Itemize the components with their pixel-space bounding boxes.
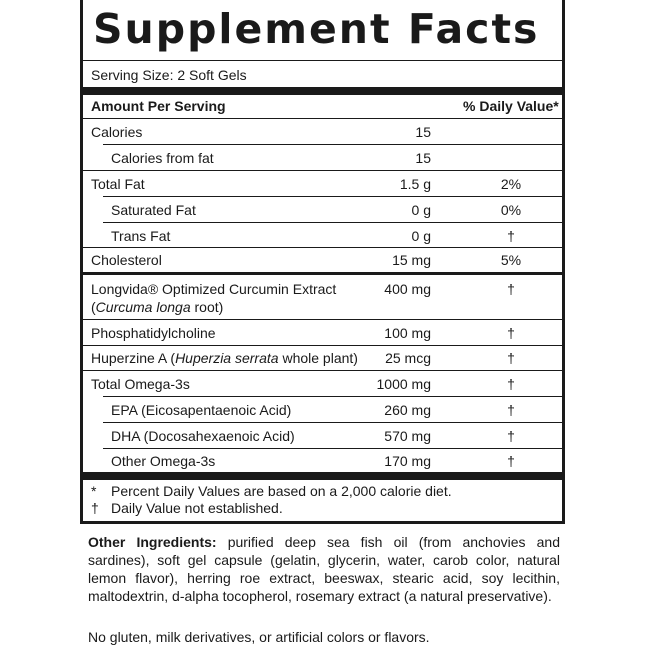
daily-value-header: % Daily Value*: [463, 98, 559, 114]
footnote-text: Percent Daily Values are based on a 2,000 calorie diet.: [111, 483, 452, 499]
nutrient-daily-value: 0%: [500, 202, 522, 218]
nutrient-name: Saturated Fat: [111, 202, 196, 218]
nutrient-amount: 15 mg: [392, 252, 431, 268]
nutrient-daily-value: 2%: [500, 176, 522, 192]
section-rule: [83, 272, 562, 275]
nutrient-name: Calories: [91, 124, 143, 140]
amount-per-serving-header: Amount Per Serving: [91, 98, 226, 114]
row-divider: [83, 370, 562, 371]
title-divider: [83, 60, 562, 61]
other-ingredients-label: Other Ingredients:: [88, 534, 217, 550]
ingredient-name: DHA (Docosahexaenoic Acid): [111, 428, 295, 444]
ingredient-daily-value: †: [507, 376, 515, 392]
nutrient-amount: 15: [415, 124, 431, 140]
ingredient-daily-value: †: [507, 428, 515, 444]
footnote-text: Daily Value not established.: [111, 500, 283, 516]
nutrient-amount: 0 g: [411, 228, 431, 244]
ingredient-name: Phosphatidylcholine: [91, 325, 216, 341]
row-divider: [103, 448, 562, 449]
ingredient-name: Other Omega-3s: [111, 453, 216, 469]
serving-size: Serving Size: 2 Soft Gels: [91, 67, 247, 83]
ingredient-amount: 100 mg: [384, 325, 431, 341]
ingredient-source: (Curcuma longa root): [91, 299, 224, 315]
panel-title: Supplement Facts: [93, 5, 540, 53]
nutrient-name: Total Fat: [91, 176, 145, 192]
nutrient-name: Trans Fat: [111, 228, 171, 244]
ingredient-daily-value: †: [507, 325, 515, 341]
nutrient-amount: 1.5 g: [399, 176, 431, 192]
ingredient-name: Total Omega-3s: [91, 376, 190, 392]
ingredient-amount: 1000 mg: [376, 376, 431, 392]
ingredient-amount: 400 mg: [384, 281, 431, 297]
row-divider: [83, 319, 562, 320]
allergen-statement: No gluten, milk derivatives, or artificial colors or flavors.: [88, 629, 430, 645]
footnote-percent-dv: [91, 482, 452, 500]
nutrient-amount: 0 g: [411, 202, 431, 218]
nutrient-daily-value: 5%: [500, 252, 522, 268]
nutrient-daily-value: †: [507, 228, 515, 244]
row-divider: [83, 118, 562, 119]
ingredient-daily-value: †: [507, 453, 515, 469]
ingredient-daily-value: †: [507, 402, 515, 418]
ingredient-amount: 25 mcg: [385, 350, 431, 366]
row-divider: [103, 422, 562, 423]
nutrient-amount: 15: [415, 150, 431, 166]
ingredient-name: EPA (Eicosapentaenoic Acid): [111, 402, 292, 418]
footnote-symbol: *: [91, 483, 97, 499]
row-divider: [103, 396, 562, 397]
nutrient-name: Calories from fat: [111, 150, 214, 166]
ingredient-name: Longvida® Optimized Curcumin Extract: [91, 281, 337, 297]
ingredient-daily-value: †: [507, 281, 515, 297]
ingredient-daily-value: †: [507, 350, 515, 366]
other-ingredients: [88, 533, 560, 605]
nutrient-name: Cholesterol: [91, 252, 162, 268]
other-ingredients-text: purified deep sea fish oil (from anchovies and sardines), soft gel capsule (gelatin, glycerin, water, carob color, natural lemon flavor), herring roe extract, beeswax, stearic acid, soy lecithin, maltodextrin, d-alpha tocopherol, rosemary extract (a natural preservative).: [88, 534, 560, 604]
row-divider: [83, 247, 562, 248]
row-divider: [103, 196, 562, 197]
ingredient-amount: 570 mg: [384, 428, 431, 444]
ingredient-amount: 260 mg: [384, 402, 431, 418]
footnote-dv-not-established: [91, 499, 283, 517]
header-thick-rule: [83, 87, 562, 95]
ingredient-name: Huperzine A (Huperzia serrata whole plant): [91, 350, 358, 366]
row-divider: [103, 222, 562, 223]
row-divider: [83, 170, 562, 171]
supplement-facts-panel: [80, 0, 565, 524]
row-divider: [103, 144, 562, 145]
row-divider: [83, 345, 562, 346]
ingredient-amount: 170 mg: [384, 453, 431, 469]
footer-thick-rule: [83, 472, 562, 480]
footnote-symbol: †: [91, 500, 99, 516]
